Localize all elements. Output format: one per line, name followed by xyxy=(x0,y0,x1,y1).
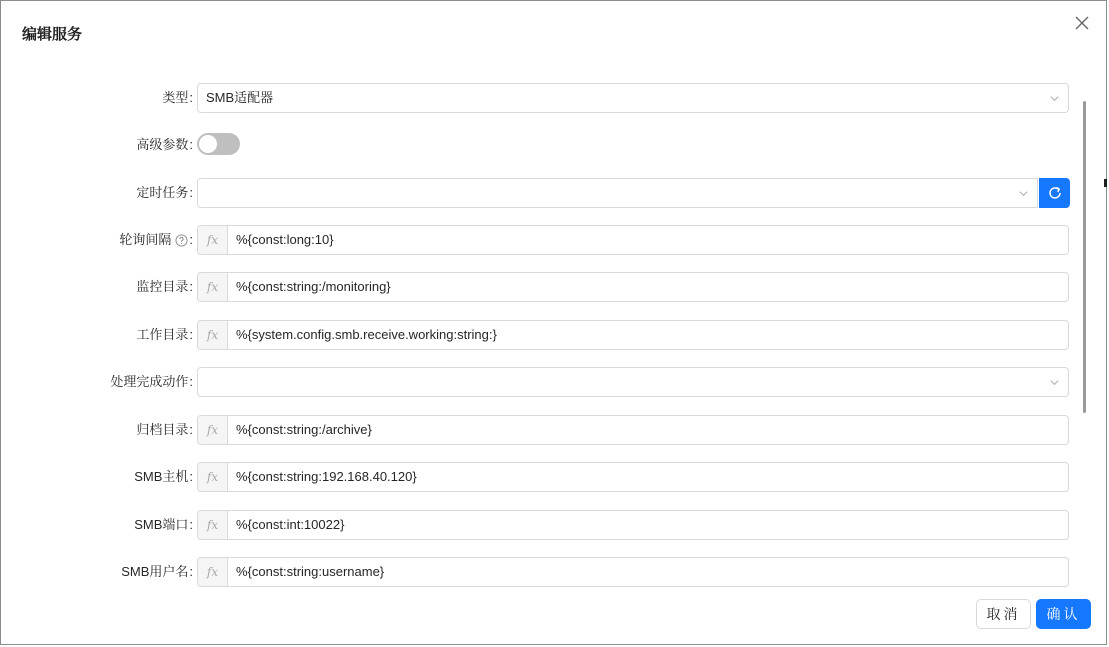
monitor-dir-input[interactable] xyxy=(197,272,1069,302)
fx-addon[interactable]: fx xyxy=(198,463,228,491)
refresh-icon xyxy=(1047,185,1063,201)
colon: : xyxy=(189,469,193,484)
smb-user-label xyxy=(121,557,193,587)
form-row-smb-host xyxy=(1,462,1091,492)
type-select-value: SMB适配器 xyxy=(206,90,274,105)
dialog-title: 编辑服务 xyxy=(22,26,83,43)
colon: : xyxy=(189,137,193,152)
smb-user-value[interactable]: %{const:string:username} xyxy=(236,564,385,579)
archive-dir-label xyxy=(136,415,193,445)
smb-user-label-text: SMB用户名 xyxy=(121,564,189,579)
monitor-dir-label-text: 监控目录 xyxy=(136,279,189,294)
colon: : xyxy=(189,422,193,437)
form-row-done-action xyxy=(1,367,1091,397)
colon: : xyxy=(189,232,193,247)
fx-addon[interactable]: fx xyxy=(198,558,228,586)
poll-interval-label xyxy=(119,225,193,255)
fx-addon[interactable]: fx xyxy=(198,226,228,254)
advanced-label-text: 高级参数 xyxy=(136,137,189,152)
work-dir-label xyxy=(136,320,193,350)
type-select[interactable] xyxy=(197,83,1069,113)
form-row-schedule xyxy=(1,178,1091,208)
colon: : xyxy=(189,517,193,532)
smb-port-value[interactable]: %{const:int:10022} xyxy=(236,517,345,532)
fx-addon[interactable]: fx xyxy=(198,273,228,301)
cancel-button[interactable]: 取消 xyxy=(976,599,1031,629)
archive-dir-label-text: 归档目录 xyxy=(136,422,189,437)
confirm-button[interactable]: 确认 xyxy=(1036,599,1091,629)
colon: : xyxy=(189,90,193,105)
done-action-label-text: 处理完成动作 xyxy=(110,374,189,389)
work-dir-value[interactable]: %{system.config.smb.receive.working:string:} xyxy=(236,327,497,342)
type-label xyxy=(162,83,193,113)
scrollbar[interactable] xyxy=(1083,101,1086,413)
colon: : xyxy=(189,564,193,579)
done-action-select[interactable] xyxy=(197,367,1069,397)
chevron-down-icon xyxy=(1018,188,1029,199)
smb-port-input[interactable] xyxy=(197,510,1069,540)
form-row-smb-user xyxy=(1,557,1091,587)
toggle-knob xyxy=(199,135,217,153)
schedule-label xyxy=(136,178,193,208)
poll-interval-value[interactable]: %{const:long:10} xyxy=(236,232,334,247)
smb-host-label-text: SMB主机 xyxy=(134,469,189,484)
archive-dir-input[interactable] xyxy=(197,415,1069,445)
schedule-select[interactable] xyxy=(197,178,1038,208)
fx-addon[interactable]: fx xyxy=(198,511,228,539)
form-row-work-dir xyxy=(1,320,1091,350)
form-body xyxy=(1,71,1091,596)
colon: : xyxy=(189,374,193,389)
poll-interval-label-text: 轮询间隔 xyxy=(119,232,172,247)
poll-interval-input[interactable] xyxy=(197,225,1069,255)
work-dir-input[interactable] xyxy=(197,320,1069,350)
form-row-type xyxy=(1,83,1091,113)
colon: : xyxy=(189,279,193,294)
advanced-label xyxy=(136,130,193,160)
monitor-dir-label xyxy=(136,272,193,302)
smb-port-label-text: SMB端口 xyxy=(134,517,189,532)
form-row-archive-dir xyxy=(1,415,1091,445)
form-row-advanced xyxy=(1,130,1091,160)
smb-user-input[interactable] xyxy=(197,557,1069,587)
work-dir-label-text: 工作目录 xyxy=(136,327,189,342)
type-label-text: 类型 xyxy=(162,90,189,105)
colon: : xyxy=(189,185,193,200)
fx-addon[interactable]: fx xyxy=(198,416,228,444)
done-action-label xyxy=(110,367,193,397)
chevron-down-icon xyxy=(1049,93,1060,104)
chevron-down-icon xyxy=(1049,377,1060,388)
smb-host-label xyxy=(134,462,193,492)
archive-dir-value[interactable]: %{const:string:/archive} xyxy=(236,422,372,437)
smb-host-value[interactable]: %{const:string:192.168.40.120} xyxy=(236,469,417,484)
refresh-button[interactable] xyxy=(1039,178,1070,208)
colon: : xyxy=(189,327,193,342)
close-icon xyxy=(1072,13,1092,33)
monitor-dir-value[interactable]: %{const:string:/monitoring} xyxy=(236,279,391,294)
close-button[interactable] xyxy=(1072,13,1092,33)
form-row-smb-port xyxy=(1,510,1091,540)
form-row-poll-interval xyxy=(1,225,1091,255)
smb-host-input[interactable] xyxy=(197,462,1069,492)
smb-port-label xyxy=(134,510,193,540)
edge-marker xyxy=(1104,179,1107,187)
form-row-monitor-dir xyxy=(1,272,1091,302)
schedule-label-text: 定时任务 xyxy=(136,185,189,200)
help-icon[interactable] xyxy=(175,234,188,247)
advanced-toggle[interactable] xyxy=(197,133,240,155)
fx-addon[interactable]: fx xyxy=(198,321,228,349)
